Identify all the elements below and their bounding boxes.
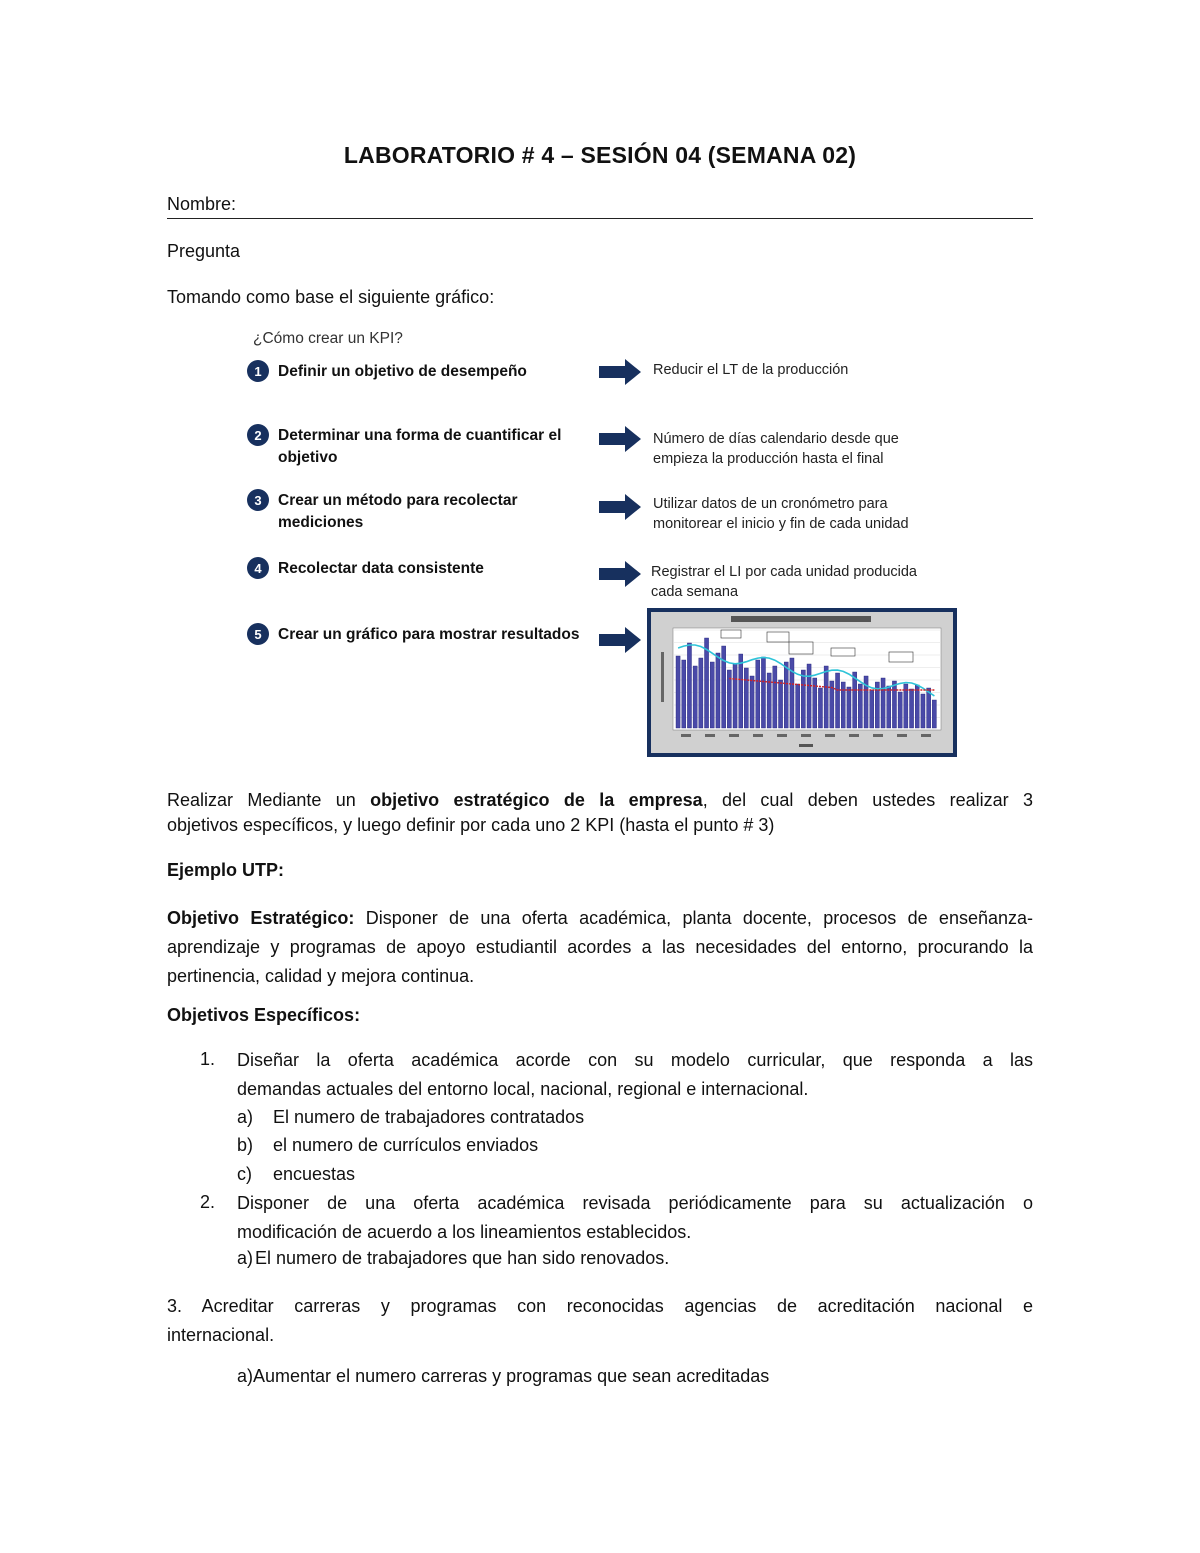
chart-bar [773, 666, 777, 728]
list-item-text: Acreditar carreras y programas con reconocidas agencias de acreditación nacional e [201, 1296, 1033, 1316]
sub-item-text: Aumentar el numero carreras y programas que sean acreditadas [253, 1366, 770, 1386]
chart-bar [710, 662, 714, 728]
x-axis-title-smudge [799, 744, 813, 747]
sub-item [237, 1248, 669, 1269]
sub-item-label: a) [237, 1107, 254, 1127]
right-arrow-icon [599, 359, 641, 385]
chart-bar [932, 700, 936, 728]
task-line-2: objetivos específicos, y luego definir por cada uno 2 KPI (hasta el punto # 3) [167, 815, 775, 835]
chart-bar [921, 694, 925, 728]
kpi-chart-thumbnail [647, 608, 957, 757]
kpi-result-3: Utilizar datos de un cronómetro para monitorear el inicio y fin de cada unidad [653, 496, 909, 532]
chart-bar [779, 680, 783, 728]
sub-item-label: a) [237, 1366, 254, 1386]
chart-bar [722, 646, 726, 728]
sub-item-text: El numero de trabajadores que han sido renovados. [255, 1248, 670, 1268]
chart-bar [847, 687, 851, 728]
chart-annotation-box [889, 652, 913, 662]
step-number-badge: 3 [247, 489, 269, 511]
chart-bar [910, 689, 914, 728]
sub-item-label: a) [237, 1248, 254, 1268]
nombre-underline [167, 218, 1033, 219]
step-number-badge: 4 [247, 557, 269, 579]
chart-title-smudge [731, 616, 871, 622]
chart-bar [687, 643, 691, 728]
pregunta-label: Pregunta [167, 241, 241, 261]
kpi-heading: ¿Cómo crear un KPI? [253, 330, 403, 347]
ejemplo-heading: Ejemplo UTP: [167, 860, 285, 880]
sub-item-label: b) [237, 1135, 254, 1155]
y-axis-title-smudge [661, 652, 664, 702]
list-item-number: 1. [200, 1049, 216, 1069]
chart-annotation-box [831, 648, 855, 656]
x-tick-label-smudge [753, 734, 763, 737]
list-item-line-1: Disponer de una oferta académica revisada periódicamente para su actualización o [237, 1193, 1033, 1213]
step-number-badge: 1 [247, 360, 269, 382]
list-item-line-1: Diseñar la oferta académica acorde con su modelo curricular, que responda a las [237, 1050, 1033, 1070]
x-tick-label-smudge [681, 734, 691, 737]
chart-bar [767, 673, 771, 728]
step-text: Crear un gráfico para mostrar resultados [278, 626, 580, 643]
step-number-badge: 2 [247, 424, 269, 446]
chart-bar [898, 692, 902, 728]
chart-bar [699, 658, 703, 728]
chart-bar [807, 664, 811, 728]
x-tick-label-smudge [897, 734, 907, 737]
objective-line-3: pertinencia, calidad y mejora continua. [167, 966, 475, 986]
list-item-3-line-1 [167, 1292, 1033, 1321]
sub-item-text: el numero de currículos enviados [273, 1135, 539, 1155]
sub-item [237, 1135, 538, 1156]
x-tick-label-smudge [849, 734, 859, 737]
list-item-3-line-2: internacional. [167, 1325, 275, 1345]
task-text: , del cual deben ustedes realizar 3 [702, 790, 1033, 810]
right-arrow-icon [599, 627, 641, 653]
chart-bar [750, 676, 754, 728]
chart-annotation-box [789, 642, 813, 654]
list-item-line-2: modificación de acuerdo a los lineamientos establecidos. [237, 1222, 692, 1242]
list-item-number: 2. [200, 1192, 216, 1212]
objective-text: Disponer de una oferta académica, planta docente, procesos de enseñanza- [354, 908, 1034, 928]
chart-bar [881, 678, 885, 728]
step-text: Recolectar data consistente [278, 560, 484, 577]
list-item-line-2: demandas actuales del entorno local, nacional, regional e internacional. [237, 1079, 809, 1099]
chart-bar [887, 686, 891, 728]
chart-bar [818, 688, 822, 728]
sub-item [237, 1366, 769, 1387]
x-tick-label-smudge [705, 734, 715, 737]
chart-bar [693, 666, 697, 728]
task-line-1 [167, 786, 1033, 815]
x-tick-label-smudge [801, 734, 811, 737]
chart-bar [841, 682, 845, 728]
chart-bar [682, 660, 686, 728]
chart-bar [915, 685, 919, 728]
kpi-result-2: Número de días calendario desde que empieza la producción hasta el final [653, 431, 899, 467]
chart-bar [927, 688, 931, 728]
page-title: LABORATORIO # 4 – SESIÓN 04 (SEMANA 02) [343, 142, 857, 168]
chart-bar [870, 690, 874, 728]
chart-bar [739, 654, 743, 728]
list-item-number: 3. [167, 1296, 183, 1316]
chart-bar [790, 658, 794, 728]
sub-item-label: c) [237, 1164, 252, 1184]
objective-line-1 [167, 904, 1033, 933]
chart-bar [733, 664, 737, 728]
x-tick-label-smudge [777, 734, 787, 737]
chart-bar [892, 681, 896, 728]
task-text: Realizar Mediante un [167, 790, 371, 810]
sub-item-text: El numero de trabajadores contratados [273, 1107, 585, 1127]
chart-bar [716, 653, 720, 728]
chart-bar [836, 673, 840, 728]
objective-label: Objetivo Estratégico: [167, 908, 355, 928]
chart-bar [796, 684, 800, 728]
right-arrow-icon [599, 426, 641, 452]
chart-bar [784, 662, 788, 728]
chart-bar [756, 660, 760, 728]
objective-line-2: aprendizaje y programas de apoyo estudiantil acordes a las necesidades del entorno, procurando la [167, 937, 1033, 957]
right-arrow-icon [599, 494, 641, 520]
chart-bar [801, 670, 805, 728]
step-text: Definir un objetivo de desempeño [278, 363, 527, 380]
right-arrow-icon [599, 561, 641, 587]
chart-bar [853, 672, 857, 728]
chart-bar [705, 638, 709, 728]
nombre-label: Nombre: [167, 194, 237, 214]
x-tick-label-smudge [873, 734, 883, 737]
chart-bar [824, 666, 828, 728]
chart-bar [744, 668, 748, 728]
chart-image [651, 612, 953, 753]
step-number-badge: 5 [247, 623, 269, 645]
specific-objectives-heading: Objetivos Específicos: [167, 1005, 361, 1025]
x-tick-label-smudge [825, 734, 835, 737]
chart-annotation-box [767, 632, 789, 642]
x-tick-label-smudge [921, 734, 931, 737]
x-tick-label-smudge [729, 734, 739, 737]
sub-item [237, 1107, 584, 1128]
sub-item-text: encuestas [273, 1164, 356, 1184]
task-bold-text: objetivo estratégico de la empresa [370, 790, 703, 810]
kpi-result-1: Reducir el LT de la producción [653, 362, 849, 378]
intro-text: Tomando como base el siguiente gráfico: [167, 287, 495, 307]
sub-item [237, 1164, 355, 1185]
chart-annotation-box [721, 630, 741, 638]
chart-bar [761, 657, 765, 728]
chart-bar [676, 656, 680, 728]
step-text: Determinar una forma de cuantificar el objetivo [278, 427, 562, 466]
step-text: Crear un método para recolectar mediciones [278, 492, 518, 531]
chart-thumbnail-graphic [651, 612, 953, 753]
kpi-result-4: Registrar el LI por cada unidad producida cada semana [651, 564, 917, 600]
